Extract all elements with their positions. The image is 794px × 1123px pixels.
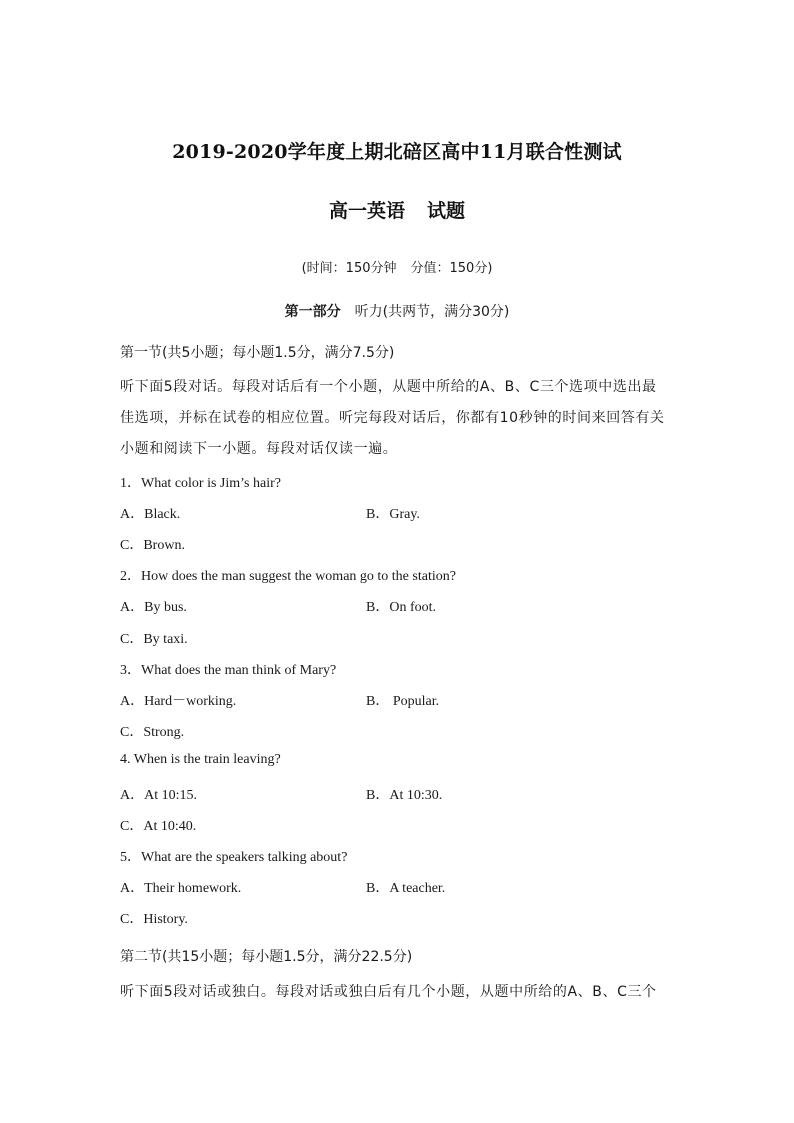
section2-instruction-line: 听下面5段对话或独白。每段对话或独白后有几个小题，从题中所给的A、B、C三个	[120, 984, 657, 1000]
paper-label: 试题	[427, 200, 466, 222]
question-stem: 3．What does the man think of Mary?	[120, 663, 337, 678]
option-c: C．History.	[120, 912, 188, 927]
option-a: A．At 10:15.	[120, 788, 197, 803]
section1-instruction-line: 佳选项，并标在试卷的相应位置。听完每段对话后，你都有10秒钟的时间来回答有关	[120, 410, 665, 426]
subject-label: 高一英语	[328, 200, 405, 222]
section2-heading: 第二节(共15小题；每小题1.5分，满分22.5分)	[120, 949, 413, 965]
part1-heading	[0, 301, 794, 321]
question-stem: 4. When is the train leaving?	[120, 752, 281, 767]
option-b: B．On foot.	[366, 600, 436, 615]
option-a: A．By bus.	[120, 600, 187, 615]
option-a: A．Hard－working.	[120, 694, 237, 709]
exam-time: (时间：150分钟	[301, 261, 397, 276]
option-c: C．Brown.	[120, 538, 185, 553]
option-b: B．Gray.	[366, 507, 420, 522]
option-a: A．Their homework.	[120, 881, 242, 896]
option-b: B． Popular.	[366, 694, 440, 709]
question-stem: 1．What color is Jim’s hair?	[120, 476, 281, 491]
option-b: B．At 10:30.	[366, 788, 443, 803]
option-b: B．A teacher.	[366, 881, 446, 896]
exam-info	[0, 257, 794, 276]
exam-title: 2019-2020学年度上期北碚区高中11月联合性测试	[172, 141, 622, 163]
option-a: A．Black.	[120, 507, 181, 522]
exam-score: 分值：150分)	[410, 261, 493, 276]
option-c: C．At 10:40.	[120, 819, 197, 834]
option-c: C．By taxi.	[120, 632, 188, 647]
question-stem: 2．How does the man suggest the woman go to the station?	[120, 569, 456, 584]
section1-instruction-line: 听下面5段对话。每段对话后有一个小题，从题中所给的A、B、C三个选项中选出最	[120, 379, 657, 395]
section1-instruction-line: 小题和阅读下一小题。每段对话仅读一遍。	[120, 441, 398, 457]
part1-label: 第一部分	[284, 304, 341, 320]
option-c: C．Strong.	[120, 725, 185, 740]
question-stem: 5．What are the speakers talking about?	[120, 850, 348, 865]
exam-subtitle	[0, 196, 794, 223]
part1-description: 听力(共两节，满分30分)	[354, 304, 510, 320]
section1-heading: 第一节(共5小题；每小题1.5分，满分7.5分)	[120, 345, 395, 361]
